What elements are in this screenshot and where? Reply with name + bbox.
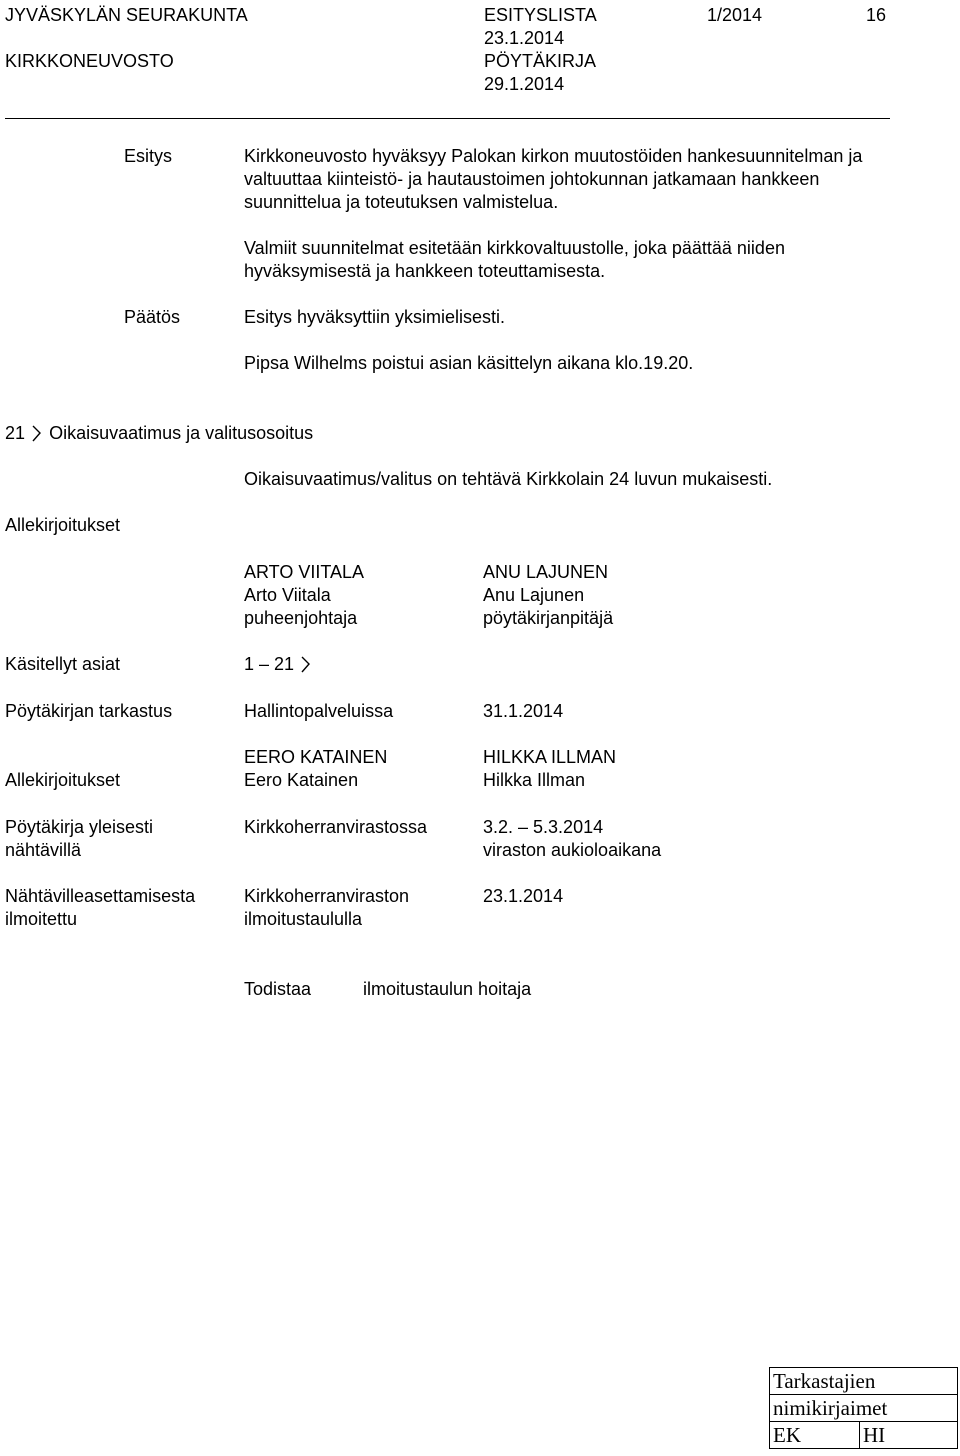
handled-range xyxy=(244,653,313,676)
section-sign-icon xyxy=(299,654,313,676)
decision-note: Pipsa Wilhelms poistui asian käsittelyn aikana klo.19.20. xyxy=(244,353,694,373)
section-title: Oikaisuvaatimus ja valitusosoitus xyxy=(49,423,314,443)
review-date: 31.1.2014 xyxy=(483,701,564,721)
minutes-date: 29.1.2014 xyxy=(484,74,565,94)
reviewer-signatures-label: Allekirjoitukset xyxy=(5,770,121,790)
agenda-label: ESITYSLISTA xyxy=(484,5,597,25)
attest-role: ilmoitustaulun hoitaja xyxy=(363,979,532,999)
initials-reviewer-2: HI xyxy=(860,1422,958,1449)
review-label: Pöytäkirjan tarkastus xyxy=(5,701,173,721)
initials-box-title-1: Tarkastajien xyxy=(770,1368,958,1395)
secretary-role: pöytäkirjanpitäjä xyxy=(483,608,614,628)
section-heading xyxy=(5,422,313,445)
initials-box xyxy=(769,1367,958,1449)
notice-place-1: Kirkkoherranviraston xyxy=(244,886,410,906)
section-number: 21 xyxy=(5,423,26,443)
proposal-paragraph-1: Kirkkoneuvosto hyväksyy Palokan kirkon muutostöiden hankesuunnitelman ja valtuuttaa kiinteistö- ja hautaustoimen johtokunnan jatkamaan hankkeen suunnittelua ja toteutuksen valmistelua. xyxy=(244,146,863,212)
chair-name: Arto Viitala xyxy=(244,585,331,605)
proposal-paragraph-2: Valmiit suunnitelmat esitetään kirkkovaltuustolle, joka päättää niiden hyväksymisestä ja hankkeen toteuttamisesta. xyxy=(244,238,785,281)
proposal-label: Esitys xyxy=(124,146,173,166)
initials-reviewer-1: EK xyxy=(770,1422,860,1449)
review-place: Hallintopalveluissa xyxy=(244,701,394,721)
reviewer2-name-caps: HILKKA ILLMAN xyxy=(483,747,617,767)
organization-name: JYVÄSKYLÄN SEURAKUNTA xyxy=(5,5,248,25)
body-name: KIRKKONEUVOSTO xyxy=(5,51,174,71)
notice-label-2: ilmoitettu xyxy=(5,909,78,929)
reviewer2-name: Hilkka Illman xyxy=(483,770,586,790)
section-text: Oikaisuvaatimus/valitus on tehtävä Kirkkolain 24 luvun mukaisesti. xyxy=(244,469,773,489)
secretary-name: Anu Lajunen xyxy=(483,585,585,605)
public-display-hours: viraston aukioloaikana xyxy=(483,840,662,860)
agenda-date: 23.1.2014 xyxy=(484,28,565,48)
handled-range-text: 1 – 21 xyxy=(244,654,295,674)
decision-label: Päätös xyxy=(124,307,181,327)
minutes-label: PÖYTÄKIRJA xyxy=(484,51,597,71)
attest-label: Todistaa xyxy=(244,979,312,999)
secretary-name-caps: ANU LAJUNEN xyxy=(483,562,609,582)
signatures-label: Allekirjoitukset xyxy=(5,515,121,535)
page-number: 16 xyxy=(866,5,887,25)
notice-label-1: Nähtävilleasettamisesta xyxy=(5,886,196,906)
chair-role: puheenjohtaja xyxy=(244,608,358,628)
notice-date: 23.1.2014 xyxy=(483,886,564,906)
public-display-label-2: nähtävillä xyxy=(5,840,82,860)
public-display-label-1: Pöytäkirja yleisesti xyxy=(5,817,154,837)
handled-label: Käsitellyt asiat xyxy=(5,654,121,674)
public-display-place: Kirkkoherranvirastossa xyxy=(244,817,428,837)
reviewer1-name: Eero Katainen xyxy=(244,770,359,790)
decision-text: Esitys hyväksyttiin yksimielisesti. xyxy=(244,307,506,327)
notice-place-2: ilmoitustaululla xyxy=(244,909,363,929)
meeting-number: 1/2014 xyxy=(707,5,763,25)
chair-name-caps: ARTO VIITALA xyxy=(244,562,365,582)
header-divider xyxy=(5,118,890,119)
section-sign-icon xyxy=(30,423,44,445)
reviewer1-name-caps: EERO KATAINEN xyxy=(244,747,388,767)
initials-box-title-2: nimikirjaimet xyxy=(770,1395,958,1422)
public-display-dates: 3.2. – 5.3.2014 xyxy=(483,817,604,837)
